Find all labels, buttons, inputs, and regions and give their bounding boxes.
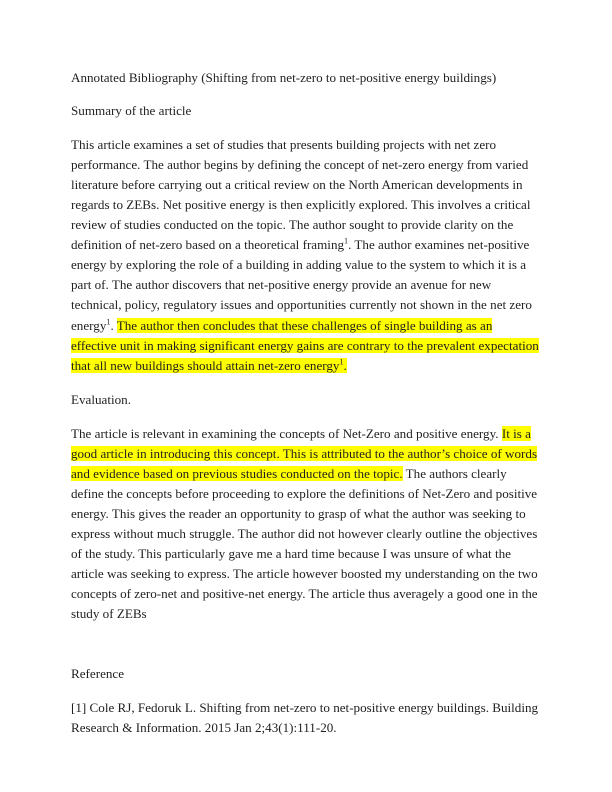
summary-text-part-1: This article examines a set of studies that presents building projects with net zero performance. The author begins by defining the concept of net-zero energy from varied literature before carrying out a critical review on the North American developments in regards to ZEBs. Net positive energy is then explicitly explored. This involves a critical review of studies conducted on the topic. The author sought to provide clarity on the definition of net-zero based on a theoretical framing <box>71 137 531 253</box>
document-title: Annotated Bibliography (Shifting from net-zero to net-positive energy buildings) <box>71 70 497 85</box>
section-heading-evaluation: Evaluation. <box>71 391 131 407</box>
section-heading-summary: Summary of the article <box>71 103 192 119</box>
evaluation-paragraph <box>71 424 541 624</box>
evaluation-text-part-1: The article is relevant in examining the concepts of Net-Zero and positive energy. <box>71 425 502 441</box>
section-heading-reference: Reference <box>71 666 125 682</box>
document-body <box>71 68 541 738</box>
reference-entry: [1] Cole RJ, Fedoruk L. Shifting from net-zero to net-positive energy buildings. Building Research & Information. 2015 Jan 2;43(1):111-20. <box>71 700 539 736</box>
footnote-marker-2: 1 <box>106 317 111 327</box>
section-gap <box>71 624 541 664</box>
highlighted-text-evaluation: It is a good article in introducing this concept. This is attributed to the author’s choice of words and evidence based on previous studies conducted on the topic. <box>71 425 538 481</box>
highlighted-text-summary-end: . <box>343 357 347 373</box>
footnote-marker-3: 1 <box>339 357 344 367</box>
summary-text-part-3: . <box>110 317 117 333</box>
highlighted-text-summary <box>71 318 539 373</box>
evaluation-text-part-2: The authors clearly define the concepts before proceeding to explore the definitions of Net-Zero and positive energy. This gives the reader an opportunity to grasp of what the author was seeking to express without much struggle. The author did not however clearly outline the objectives of the study. This particularly gave me a hard time because I was unsure of what the article was seeking to express. The article however boosted my understanding on the two concepts of zero-net and positive-net energy. The article thus averagely a good one in the study of ZEBs <box>71 465 538 622</box>
summary-text-part-2: . The author examines net-positive energy by exploring the role of a building in adding value to the system to which it is a part of. The author discovers that net-positive energy provide an avenue for new technical, policy, regulatory issues and opportunities currently not shown in the net zero energy <box>71 237 532 333</box>
highlighted-text-summary-body: The author then concludes that these challenges of single building as an effective unit in making significant energy gains are contrary to the prevalent expectation that all new buildings should attain net-zero energy <box>71 317 539 373</box>
summary-paragraph <box>71 135 541 376</box>
footnote-marker-1: 1 <box>344 236 349 246</box>
